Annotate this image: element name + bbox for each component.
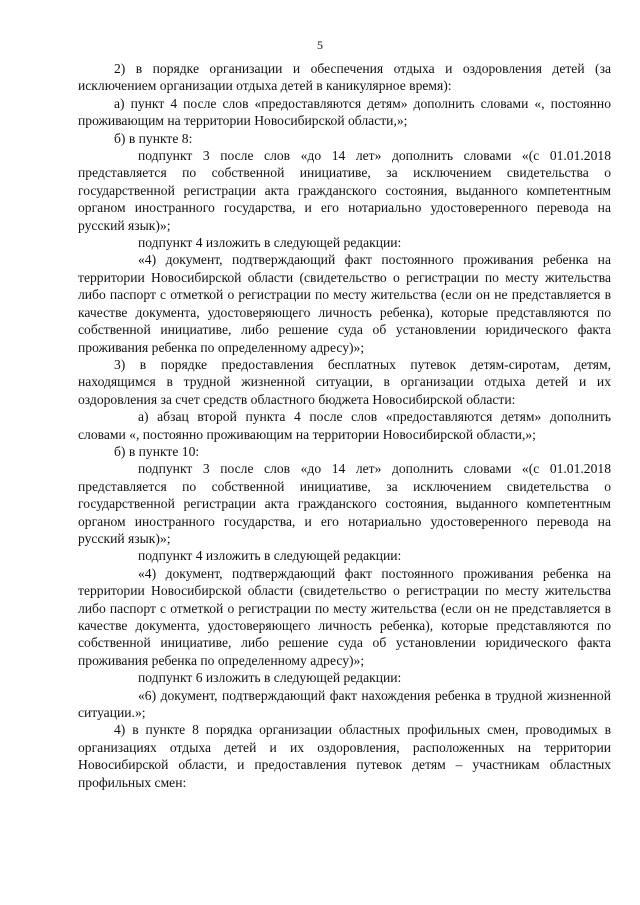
paragraph-subpoint-4-intro-2: подпункт 4 изложить в следующей редакции: xyxy=(138,548,402,564)
paragraph-subitem-b: б) в пункте 8: xyxy=(114,130,193,146)
paragraph-subpoint-4-text-2: «4) документ, подтверждающий факт постоянного проживания ребенка на территории Новосибирской области (свидетельство о регистрации по месту жительства либо паспорт с отметкой о регистрации по месту жительства (если он не представляется в качестве документа, удостоверяющего личность ребенка), которые представляются по собственной инициативе, либо решение суда об установлении юридического факта проживания ребенка по определенному адресу)»; xyxy=(78,565,611,668)
paragraph-item-3: 3) в порядке предоставления бесплатных путевок детям-сиротам, детям, находящимся в трудной жизненной ситуации, в организации отдыха детей и их оздоровления за счет средств областного бюджета Новосибирской области: xyxy=(78,356,611,407)
paragraph-item-4: 4) в пункте 8 порядка организации областных профильных смен, проводимых в организациях отдыха детей и их оздоровления, расположенных на территории Новосибирской области, и предоставления путевок детям – участникам областных профильных смен: xyxy=(78,722,611,790)
paragraph-subitem-a-2: а) абзац второй пункта 4 после слов «предоставляются детям» дополнить словами «, постоянно проживающим на территории Новосибирской области,»; xyxy=(78,409,611,442)
paragraph-subpoint-4-intro: подпункт 4 изложить в следующей редакции: xyxy=(138,235,402,251)
paragraph-subpoint-6-text: «6) документ, подтверждающий факт нахождения ребенка в трудной жизненной ситуации.»; xyxy=(78,687,611,721)
paragraph-subpoint-3: подпункт 3 после слов «до 14 лет» дополнить словами «(с 01.01.2018 представляется по собственной инициативе, за исключением свидетельства о государственной регистрации акта гражданского состояния, выданного компетентным органом иностранного государства, и его нотариально удостоверенного перевода на русский язык)»; xyxy=(78,148,611,233)
paragraph-subitem-b-2: б) в пункте 10: xyxy=(114,443,200,459)
paragraph-item-2: 2) в порядке организации и обеспечения отдыха и оздоровления детей (за исключением организации отдыха детей в каникулярное время): xyxy=(78,61,611,94)
paragraph-subpoint-3-2: подпункт 3 после слов «до 14 лет» дополнить словами «(с 01.01.2018 представляется по собственной инициативе, за исключением свидетельства о государственной регистрации акта гражданского состояния, выданного компетентным органом иностранного государства, и его нотариально удостоверенного перевода на русский язык)»; xyxy=(78,461,611,546)
paragraph-subpoint-6-intro: подпункт 6 изложить в следующей редакции: xyxy=(138,670,402,686)
page-number: 5 xyxy=(317,38,323,52)
paragraph-subpoint-4-text: «4) документ, подтверждающий факт постоянного проживания ребенка на территории Новосибирской области (свидетельство о регистрации по месту жительства либо паспорт с отметкой о регистрации по месту жительства (если он не представляется в качестве документа, удостоверяющего личность ребенка), которые представляются по собственной инициативе, либо решение суда об установлении юридического факта проживания ребенка по определенному адресу)»; xyxy=(78,252,611,355)
paragraph-subitem-a: а) пункт 4 после слов «предоставляются детям» дополнить словами «, постоянно проживающим на территории Новосибирской области,»; xyxy=(78,95,611,129)
document-body xyxy=(78,60,611,791)
